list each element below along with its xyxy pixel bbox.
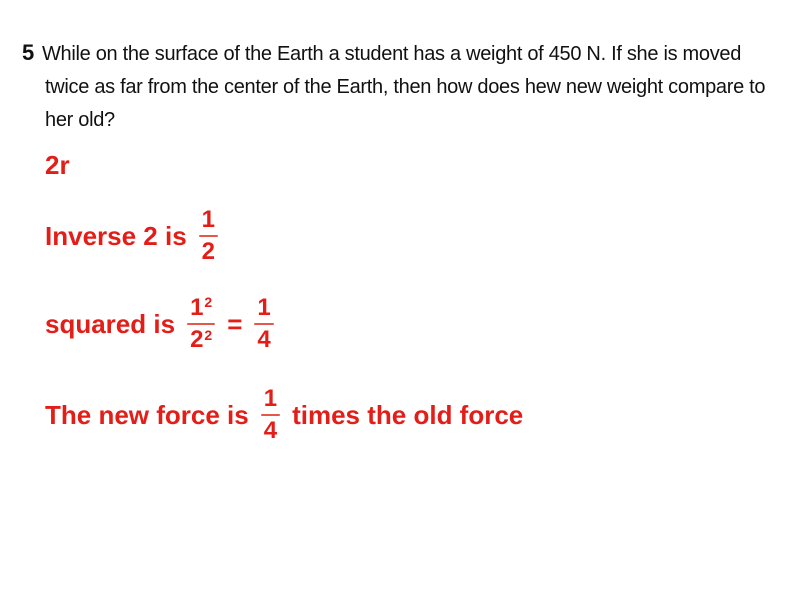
- conclusion-suffix: times the old force: [292, 399, 524, 430]
- fraction-denominator: $2^2$: [190, 326, 213, 354]
- numerator-exponent: 2: [204, 294, 213, 311]
- fraction-numerator: 1: [201, 205, 216, 233]
- problem-number: 5: [22, 40, 34, 65]
- problem-text-2: twice as far from the center of the Earth, then how does hew new weight compare to: [45, 76, 766, 98]
- problem-text-3: her old?: [45, 109, 115, 131]
- inverse-step: [45, 203, 218, 269]
- fraction-numerator: 1: [257, 293, 271, 321]
- equals-sign: =: [227, 308, 243, 339]
- squared-step: [45, 283, 274, 365]
- fraction-numerator: $1^2$: [190, 293, 213, 321]
- fraction-denominator: 2: [201, 238, 216, 266]
- problem-line: [22, 36, 780, 71]
- denominator-exponent: 2: [204, 326, 213, 343]
- fraction-numerator: 1: [263, 384, 278, 412]
- squared-step-text: squared is: [45, 308, 176, 339]
- radius-label: 2r: [45, 150, 70, 180]
- fraction-one-half: [199, 205, 218, 268]
- radius-annotation: [45, 150, 70, 181]
- fraction-one-squared-over-two-squared: [187, 293, 215, 356]
- fraction-denominator: 4: [257, 326, 271, 354]
- conclusion-step: [45, 382, 523, 448]
- fraction-one-fourth: [261, 384, 280, 447]
- fraction-one-fourth: [254, 293, 273, 356]
- problem-statement: [22, 36, 780, 137]
- problem-text-1: While on the surface of the Earth a student has a weight of 450 N. If she is moved: [41, 43, 742, 65]
- fraction-denominator: 4: [263, 417, 278, 445]
- conclusion-prefix: The new force is: [45, 399, 249, 430]
- inverse-step-text: Inverse 2 is: [45, 220, 187, 251]
